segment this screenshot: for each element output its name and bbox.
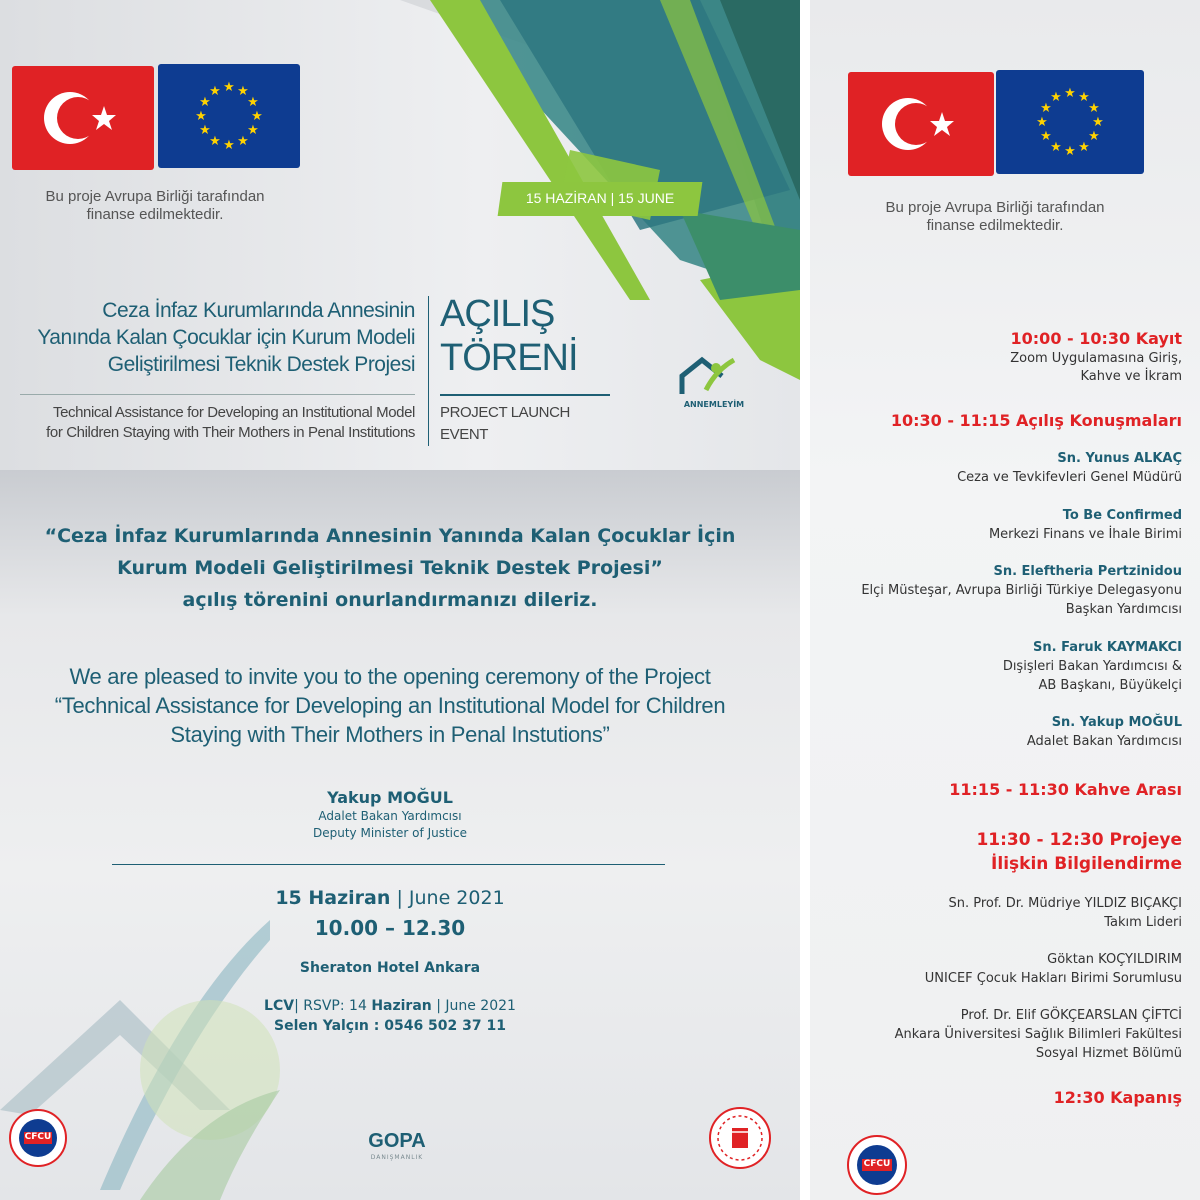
speaker-1-name: Sn. Yunus ALKAÇ bbox=[1057, 451, 1182, 466]
event-time: 10.00 – 12.30 bbox=[314, 916, 466, 940]
svg-text:★: ★ bbox=[1088, 101, 1100, 116]
vertical-divider bbox=[428, 296, 429, 446]
svg-text:★: ★ bbox=[247, 95, 259, 110]
project-title-tr bbox=[20, 297, 415, 378]
svg-text:★: ★ bbox=[1050, 140, 1062, 155]
svg-text:★: ★ bbox=[1092, 115, 1104, 130]
invitation-text-tr bbox=[0, 520, 780, 616]
funding-line-2: finanse edilmektedir. bbox=[86, 206, 224, 223]
venue: Sheraton Hotel Ankara bbox=[299, 960, 481, 976]
funding-caption-agenda bbox=[810, 199, 1180, 235]
funding-caption bbox=[0, 188, 310, 224]
title-en-line-2: for Children Staying with Their Mothers in Penal Institutions bbox=[46, 424, 415, 441]
session-coffee-break-time: 11:15 - 11:30 Kahve Arası bbox=[949, 780, 1182, 799]
speaker-3-role-1: Elçi Müsteşar, Avrupa Birliği Türkiye Delegasyonu bbox=[861, 583, 1182, 598]
title-tr-line-3: Geliştirilmesi Teknik Destek Projesi bbox=[107, 353, 415, 376]
speaker-1-role: Ceza ve Tevkifevleri Genel Müdürü bbox=[957, 470, 1182, 485]
turkey-flag-icon bbox=[12, 66, 154, 170]
gopa-logo-subtitle: DANIŞMANLIK bbox=[370, 1154, 424, 1161]
panel-separator bbox=[800, 0, 810, 1200]
rsvp-line bbox=[0, 998, 780, 1014]
speaker-5-role: Adalet Bakan Yardımcısı bbox=[1026, 734, 1182, 749]
speaker-8-name: Prof. Dr. Elif GÖKÇEARSLAN ÇİFTCİ bbox=[960, 1008, 1182, 1023]
speaker-2-role: Merkezi Finans ve İhale Birimi bbox=[988, 527, 1182, 542]
gopa-logo: GOPA bbox=[368, 1130, 426, 1152]
svg-text:★: ★ bbox=[1064, 144, 1076, 159]
svg-text:★: ★ bbox=[237, 134, 249, 149]
invite-en-line-2: “Technical Assistance for Developing an Institutional Model for Children bbox=[54, 693, 726, 718]
ceremony-title bbox=[440, 292, 578, 380]
speaker-4-role-1: Dışişleri Bakan Yardımcısı & bbox=[1002, 659, 1182, 674]
rsvp-label: LCV bbox=[264, 998, 295, 1014]
svg-text:★: ★ bbox=[1036, 115, 1048, 130]
ceremony-subtitle-line-2: EVENT bbox=[440, 426, 489, 443]
event-date-separator: | bbox=[396, 887, 403, 909]
svg-text:★: ★ bbox=[199, 123, 211, 138]
funding-line-1: Bu proje Avrupa Birliği tarafından bbox=[45, 188, 265, 205]
invite-tr-line-1: “Ceza İnfaz Kurumlarında Annesinin Yanında Kalan Çocuklar İçin bbox=[44, 525, 736, 547]
title-tr-line-2: Yanında Kalan Çocuklar için Kurum Modeli bbox=[37, 326, 415, 349]
funding-line-1-agenda: Bu proje Avrupa Birliği tarafından bbox=[885, 199, 1105, 216]
funding-line-2-agenda: finanse edilmektedir. bbox=[926, 217, 1064, 234]
svg-text:★: ★ bbox=[1064, 86, 1076, 101]
svg-text:★: ★ bbox=[1040, 101, 1052, 116]
speaker-4-name: Sn. Faruk KAYMAKCI bbox=[1033, 640, 1182, 655]
cfcu-logo-label-agenda: CFCU bbox=[863, 1159, 891, 1169]
speaker-2-name: To Be Confirmed bbox=[1062, 508, 1182, 523]
invite-tr-line-2: Kurum Modeli Geliştirilmesi Teknik Destek Projesi” bbox=[117, 557, 663, 579]
speaker-5-name: Sn. Yakup MOĞUL bbox=[1051, 715, 1182, 730]
host-title-tr: Adalet Bakan Yardımcısı bbox=[318, 809, 462, 823]
session-project-info-time: 11:30 - 12:30 Projeye bbox=[976, 830, 1182, 850]
rsvp-date-tr: Haziran bbox=[371, 998, 432, 1014]
event-date-en: June 2021 bbox=[408, 887, 505, 909]
date-banner-text: 15 HAZİRAN | 15 JUNE bbox=[525, 190, 675, 206]
house-logo-icon bbox=[676, 354, 748, 402]
title-divider bbox=[20, 394, 415, 395]
invite-en-line-1: We are pleased to invite you to the opening ceremony of the Project bbox=[69, 664, 711, 689]
rsvp-date-en: | June 2021 bbox=[431, 998, 516, 1014]
project-title-en bbox=[20, 403, 415, 443]
svg-text:★: ★ bbox=[251, 109, 263, 124]
svg-text:★: ★ bbox=[223, 80, 235, 95]
svg-text:★: ★ bbox=[199, 95, 211, 110]
host-title-en: Deputy Minister of Justice bbox=[313, 826, 467, 840]
speaker-3-role-2: Başkan Yardımcısı bbox=[1065, 602, 1182, 617]
session-registration-time: 10:00 - 10:30 Kayıt bbox=[1010, 329, 1182, 348]
svg-text:★: ★ bbox=[247, 123, 259, 138]
title-en-line-1: Technical Assistance for Developing an Institutional Model bbox=[52, 404, 415, 421]
svg-text:★: ★ bbox=[1078, 140, 1090, 155]
speaker-6-name: Sn. Prof. Dr. Müdriye YILDIZ BIÇAKÇI bbox=[948, 896, 1182, 911]
svg-text:★: ★ bbox=[1050, 90, 1062, 105]
crescent-star-icon bbox=[12, 66, 154, 170]
speaker-8-role-2: Sosyal Hizmet Bölümü bbox=[1035, 1046, 1182, 1061]
host-divider bbox=[112, 864, 665, 865]
session-registration-detail-2: Kahve ve İkram bbox=[1080, 369, 1182, 384]
invite-tr-line-3: açılış törenini onurlandırmanızı dileriz. bbox=[182, 589, 598, 611]
speaker-4-role-2: AB Başkanı, Büyükelçi bbox=[1038, 678, 1182, 693]
ceremony-subtitle bbox=[440, 402, 570, 446]
session-project-info-title: İlişkin Bilgilendirme bbox=[991, 854, 1182, 874]
ministry-of-justice-seal-icon bbox=[708, 1106, 772, 1170]
agenda-panel bbox=[810, 0, 1200, 1200]
crescent-star-icon-agenda bbox=[848, 72, 994, 176]
speaker-3-name: Sn. Eleftheria Pertzinidou bbox=[993, 564, 1182, 579]
speaker-7-role: UNICEF Çocuk Hakları Birimi Sorumlusu bbox=[924, 971, 1182, 986]
turkey-flag-icon-agenda bbox=[848, 72, 994, 176]
ceremony-title-line-2: TÖRENİ bbox=[440, 337, 578, 379]
title-tr-line-1: Ceza İnfaz Kurumlarında Annesinin bbox=[102, 299, 415, 322]
svg-text:★: ★ bbox=[209, 134, 221, 149]
speaker-6-role: Takım Lideri bbox=[1104, 915, 1182, 930]
svg-text:★: ★ bbox=[223, 138, 235, 153]
event-date bbox=[0, 887, 780, 909]
svg-text:★: ★ bbox=[195, 109, 207, 124]
invite-en-line-3: Staying with Their Mothers in Penal Instutions” bbox=[170, 722, 610, 747]
speaker-8-role-1: Ankara Üniversitesi Sağlık Bilimleri Fakültesi bbox=[894, 1027, 1182, 1042]
host-name: Yakup MOĞUL bbox=[327, 788, 453, 807]
eu-flag-icon bbox=[158, 64, 300, 168]
ceremony-subtitle-line-1: PROJECT LAUNCH bbox=[440, 404, 570, 421]
cfcu-logo-label: CFCU bbox=[24, 1132, 52, 1142]
eu-stars-icon bbox=[158, 64, 300, 168]
eu-flag-icon-agenda bbox=[996, 70, 1144, 174]
eu-stars-icon-agenda bbox=[996, 70, 1144, 174]
svg-text:★: ★ bbox=[1088, 129, 1100, 144]
rsvp-text: | RSVP: 14 bbox=[294, 998, 372, 1014]
session-registration-detail-1: Zoom Uygulamasına Giriş, bbox=[1010, 351, 1182, 366]
session-closing-time: 12:30 Kapanış bbox=[1053, 1088, 1182, 1107]
speaker-7-name: Göktan KOÇYILDIRIM bbox=[1047, 952, 1182, 967]
svg-text:★: ★ bbox=[1078, 90, 1090, 105]
session-opening-speeches-time: 10:30 - 11:15 Açılış Konuşmaları bbox=[890, 411, 1182, 430]
event-date-tr: 15 Haziran bbox=[275, 887, 391, 909]
ceremony-underline bbox=[440, 394, 610, 396]
invitation-text-en bbox=[0, 662, 780, 749]
svg-text:★: ★ bbox=[209, 84, 221, 99]
contact-line: Selen Yalçın : 0546 502 37 11 bbox=[274, 1018, 506, 1034]
ceremony-title-line-1: AÇILIŞ bbox=[440, 293, 555, 335]
project-logo-text: ANNEMLEYİM bbox=[683, 400, 745, 409]
svg-text:★: ★ bbox=[237, 84, 249, 99]
svg-text:★: ★ bbox=[1040, 129, 1052, 144]
